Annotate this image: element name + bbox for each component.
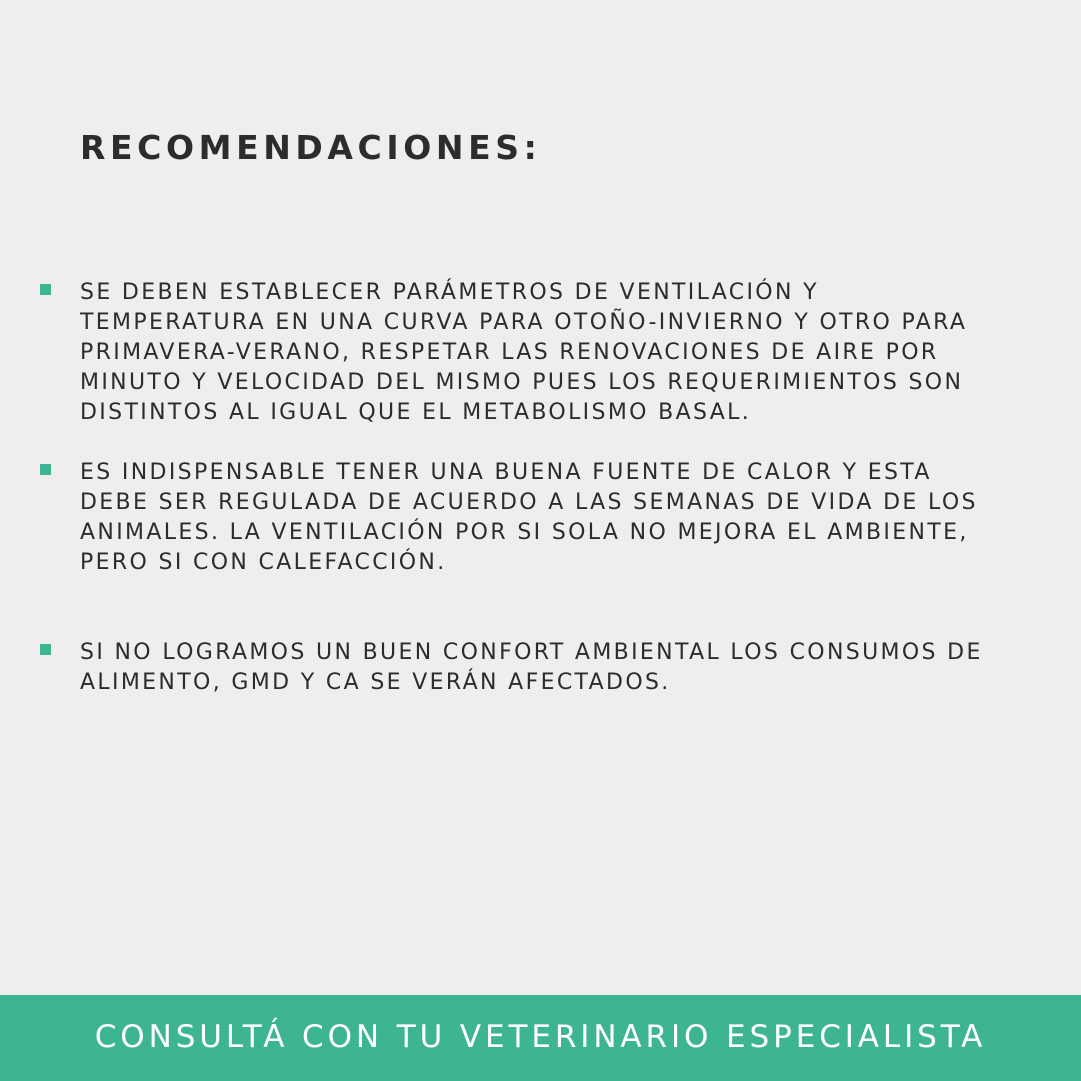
list-item-line: PERO SI CON CALEFACCIÓN.: [80, 550, 447, 575]
list-item-text: [80, 638, 983, 698]
page-title: RECOMENDACIONES:: [80, 128, 542, 167]
list-item-text: [80, 458, 978, 578]
square-bullet-icon: [40, 644, 51, 655]
list-item-line: TEMPERATURA EN UNA CURVA PARA OTOÑO-INVIERNO Y OTRO PARA: [80, 310, 968, 335]
list-item-line: SI NO LOGRAMOS UN BUEN CONFORT AMBIENTAL LOS CONSUMOS DE: [80, 640, 983, 665]
list-item-line: SE DEBEN ESTABLECER PARÁMETROS DE VENTILACIÓN Y: [80, 280, 819, 305]
list-item-line: DISTINTOS AL IGUAL QUE EL METABOLISMO BASAL.: [80, 400, 752, 425]
list-item-line: ANIMALES. LA VENTILACIÓN POR SI SOLA NO MEJORA EL AMBIENTE,: [80, 520, 969, 545]
list-item-line: ES INDISPENSABLE TENER UNA BUENA FUENTE DE CALOR Y ESTA: [80, 460, 932, 485]
list-item-line: PRIMAVERA-VERANO, RESPETAR LAS RENOVACIONES DE AIRE POR: [80, 340, 939, 365]
footer-banner: [0, 995, 1081, 1081]
list-item-line: ALIMENTO, GMD Y CA SE VERÁN AFECTADOS.: [80, 670, 671, 695]
list-item-text: [80, 278, 967, 428]
square-bullet-icon: [40, 464, 51, 475]
list-item-line: DEBE SER REGULADA DE ACUERDO A LAS SEMANAS DE VIDA DE LOS: [80, 490, 978, 515]
list-item-line: MINUTO Y VELOCIDAD DEL MISMO PUES LOS REQUERIMIENTOS SON: [80, 370, 964, 395]
square-bullet-icon: [40, 284, 51, 295]
footer-text: CONSULTÁ CON TU VETERINARIO ESPECIALISTA: [94, 1019, 987, 1055]
